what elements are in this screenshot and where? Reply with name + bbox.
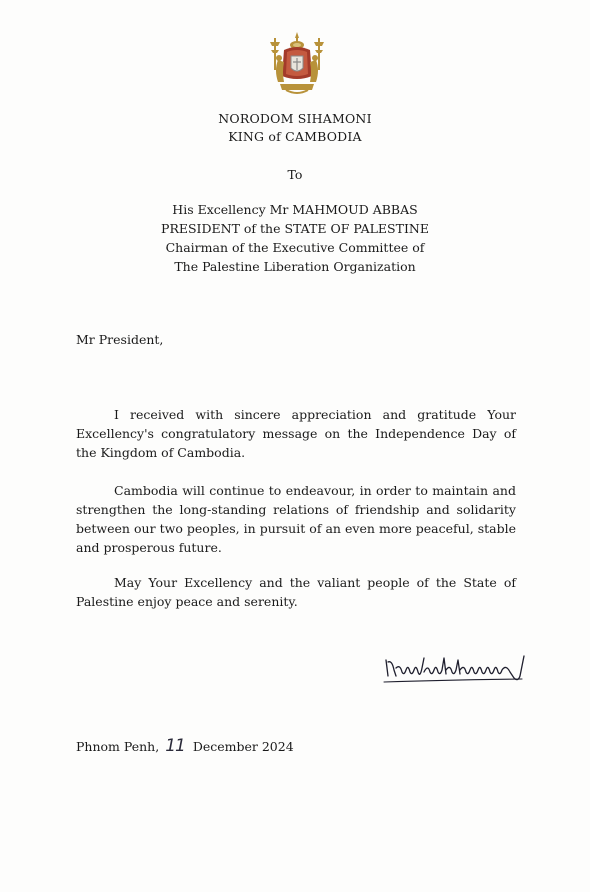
paragraph-2-text: Cambodia will continue to endeavour, in order to maintain and strengthen the long-standing relations of friendship and solidarity between our two peoples, in pursuit of an even more peaceful, stable and prosperous future. <box>76 483 516 555</box>
place: Phnom Penh, <box>76 739 160 754</box>
month-year: December 2024 <box>192 739 294 754</box>
recipient-line-2: PRESIDENT of the STATE OF PALESTINE <box>161 221 429 236</box>
recipient-line-3: Chairman of the Executive Committee of <box>165 240 425 255</box>
paragraph-2 <box>76 481 516 557</box>
handwritten-day: 11 <box>165 736 185 756</box>
sender-block <box>0 110 590 146</box>
sender-name: NORODOM SIHAMONI <box>218 111 372 126</box>
royal-emblem-icon <box>262 30 332 100</box>
paragraph-3 <box>76 573 516 611</box>
recipient-block <box>0 200 590 276</box>
paragraph-1 <box>76 405 516 462</box>
salutation: Mr President, <box>76 332 164 347</box>
sender-title: KING of CAMBODIA <box>228 129 362 144</box>
recipient-line-4: The Palestine Liberation Organization <box>174 259 416 274</box>
handwritten-signature-icon <box>382 648 532 690</box>
paragraph-3-text: May Your Excellency and the valiant people of the State of Palestine enjoy peace and serenity. <box>76 575 516 609</box>
place-date-line <box>76 736 294 756</box>
to-label: To <box>287 167 303 182</box>
recipient-line-1: His Excellency Mr MAHMOUD ABBAS <box>172 202 418 217</box>
paragraph-1-text: I received with sincere appreciation and gratitude Your Excellency's congratulatory message on the Independence Day of the Kingdom of Cambodia. <box>76 407 516 460</box>
